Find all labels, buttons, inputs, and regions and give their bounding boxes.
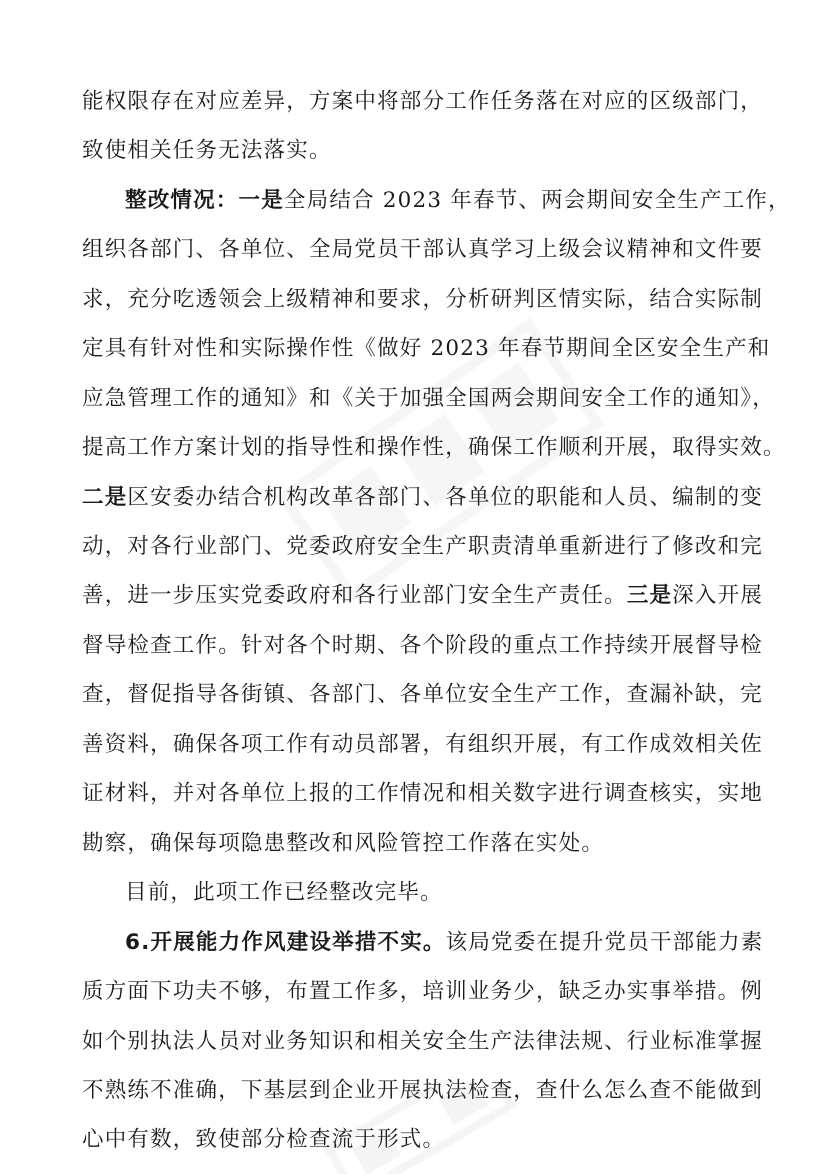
text-line-13: 查，督促指导各街镇、各部门、各单位安全生产工作，查漏补缺，完 bbox=[82, 682, 764, 707]
text-line-19: 质方面下功夫不够，布置工作多，培训业务少，缺乏办实事举措。例 bbox=[82, 979, 764, 1004]
item-heading-6: 6.开展能力作风建设举措不实。 bbox=[125, 930, 446, 955]
text-line-21: 不熟练不准确，下基层到企业开展执法检查，查什么怎么查不能做到 bbox=[82, 1078, 764, 1103]
text-line-8: 提高工作方案计划的指导性和操作性，确保工作顺利开展，取得实效。 bbox=[82, 435, 786, 460]
text-line-18: 6.开展能力作风建设举措不实。该局党委在提升党员干部能力素 bbox=[125, 930, 764, 955]
text-line-22: 心中有数，致使部分检查流于形式。 bbox=[82, 1127, 446, 1152]
point-label-first: 一是 bbox=[238, 188, 284, 213]
section-heading-rectification: 整改情况： bbox=[125, 188, 239, 213]
text-line-2: 致使相关任务无法落实。 bbox=[82, 138, 332, 163]
point-label-second: 二是 bbox=[82, 485, 128, 510]
text-line-14: 善资料，确保各项工作有动员部署，有组织开展，有工作成效相关佐 bbox=[82, 732, 764, 757]
text-line-3: 整改情况：一是全局结合 2023 年春节、两会期间安全生产工作， bbox=[125, 188, 791, 213]
text-line-6: 定具有针对性和实际操作性《做好 2023 年春节期间全区安全生产和 bbox=[82, 336, 771, 361]
text-line-16: 勘察，确保每项隐患整改和风险管控工作落在实处。 bbox=[82, 831, 605, 856]
text-line-12: 督导检查工作。针对各个时期、各个阶段的重点工作持续开展督导检 bbox=[82, 633, 764, 658]
text-line-4: 组织各部门、各单位、全局党员干部认真学习上级会议精神和文件要 bbox=[82, 237, 764, 262]
text-line-17: 目前，此项工作已经整改完毕。 bbox=[125, 880, 443, 905]
text-line-5: 求，充分吃透领会上级精神和要求，分析研判区情实际，结合实际制 bbox=[82, 287, 764, 312]
text-line-9: 二是区安委办结合机构改革各部门、各单位的职能和人员、编制的变 bbox=[82, 485, 764, 510]
text-line-15: 证材料，并对各单位上报的工作情况和相关数字进行调查核实，实地 bbox=[82, 781, 764, 806]
point-label-third: 三是 bbox=[626, 583, 673, 608]
text-line-7: 应急管理工作的通知》和《关于加强全国两会期间安全工作的通知》， bbox=[82, 386, 775, 411]
text-line-20: 如个别执法人员对业务知识和相关安全生产法律法规、行业标准掌握 bbox=[82, 1029, 764, 1054]
text-line-11: 善，进一步压实党委政府和各行业部门安全生产责任。三是深入开展 bbox=[82, 583, 764, 608]
text-line-10: 动，对各行业部门、党委政府安全生产职责清单重新进行了修改和完 bbox=[82, 534, 764, 559]
text-line-1: 能权限存在对应差异，方案中将部分工作任务落在对应的区级部门， bbox=[82, 89, 764, 114]
